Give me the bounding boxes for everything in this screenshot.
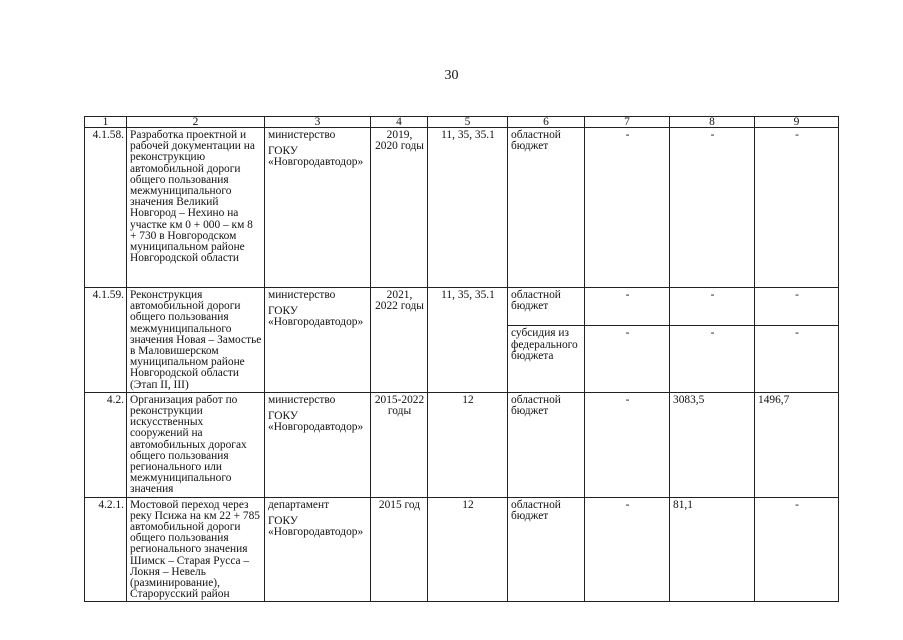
item-number: 4.1.58. — [85, 128, 127, 288]
column-header: 2 — [127, 117, 265, 128]
column-header: 6 — [508, 117, 585, 128]
funding-source: областной бюджет — [508, 288, 585, 326]
item-targets: 11, 35, 35.1 — [428, 288, 508, 393]
item-period: 2021, 2022 годы — [371, 288, 428, 393]
page-number: 30 — [444, 68, 459, 83]
item-period: 2015-2022 годы — [371, 392, 428, 497]
funding-value-col9: - — [755, 128, 839, 288]
item-number: 4.2.1. — [85, 497, 127, 602]
column-header: 7 — [585, 117, 670, 128]
executor-primary: департамент — [268, 498, 330, 511]
item-period: 2019, 2020 годы — [371, 128, 428, 288]
item-name: Организация работ по реконструкции искусственных сооружений на автомобильных дорогах общего пользования регионального или межмуниципального значения — [127, 392, 265, 497]
executor-secondary: ГОКУ «Новгородавтодор» — [268, 145, 364, 169]
program-table — [84, 116, 839, 602]
item-targets: 12 — [428, 392, 508, 497]
item-executor — [265, 392, 371, 497]
column-header: 1 — [85, 117, 127, 128]
funding-value-col7: - — [585, 497, 670, 602]
funding-value-col8: - — [670, 326, 755, 393]
funding-value-col9: 1496,7 — [755, 392, 839, 497]
item-executor — [265, 497, 371, 602]
funding-value-col9: - — [755, 288, 839, 326]
funding-value-col7: - — [585, 392, 670, 497]
executor-secondary: ГОКУ «Новгородавтодор» — [268, 410, 364, 434]
item-number: 4.1.59. — [85, 288, 127, 393]
item-number: 4.2. — [85, 392, 127, 497]
executor-secondary: ГОКУ «Новгородавтодор» — [268, 514, 364, 539]
funding-value-col8: - — [670, 288, 755, 326]
header-row — [85, 117, 839, 128]
funding-value-col7: - — [585, 128, 670, 288]
executor-primary: министерство — [268, 393, 336, 406]
funding-source: субсидия из федерального бюджета — [508, 326, 585, 393]
funding-source: областной бюджет — [508, 497, 585, 602]
funding-value-col8: 81,1 — [670, 497, 755, 602]
column-header: 3 — [265, 117, 371, 128]
funding-value-col7: - — [585, 288, 670, 326]
funding-source: областной бюджет — [508, 392, 585, 497]
funding-value-col9: - — [755, 326, 839, 393]
table-row — [85, 497, 839, 602]
item-executor — [265, 128, 371, 288]
table-row — [85, 128, 839, 288]
item-name: Мостовой переход через реку Псижа на км 22 + 785 автомобильной дороги общего пользования регионального значения Шимск – Старая Русса – Локня – Невель (разминирование), Старорусский район — [127, 497, 265, 602]
column-header: 9 — [755, 117, 839, 128]
item-name: Реконструкция автомобильной дороги общего пользования межмуниципального значения Новая – Замостье в Маловишерском муниципальном районе Новгородской области (Этап II, III) — [127, 288, 265, 393]
funding-value-col9: - — [755, 497, 839, 602]
item-name: Разработка проектной и рабочей документации на реконструкцию автомобильной дороги общего пользования межмуниципального значения Великий Новгород – Нехино на участке км 0 + 000 – км 8 + 730 в Новгородском муниципальном районе Новгородской области — [127, 128, 265, 288]
funding-value-col8: - — [670, 128, 755, 288]
table-row — [85, 288, 839, 326]
funding-value-col8: 3083,5 — [670, 392, 755, 497]
item-executor — [265, 288, 371, 393]
executor-primary: министерство — [268, 289, 336, 301]
table-row — [85, 392, 839, 497]
item-targets: 12 — [428, 497, 508, 602]
funding-source: областной бюджет — [508, 128, 585, 288]
funding-value-col7: - — [585, 326, 670, 393]
column-header: 4 — [371, 117, 428, 128]
column-header: 5 — [428, 117, 508, 128]
executor-primary: министерство — [268, 129, 336, 141]
item-period: 2015 год — [371, 497, 428, 602]
column-header: 8 — [670, 117, 755, 128]
executor-secondary: ГОКУ «Новгородавтодор» — [268, 305, 364, 329]
item-targets: 11, 35, 35.1 — [428, 128, 508, 288]
